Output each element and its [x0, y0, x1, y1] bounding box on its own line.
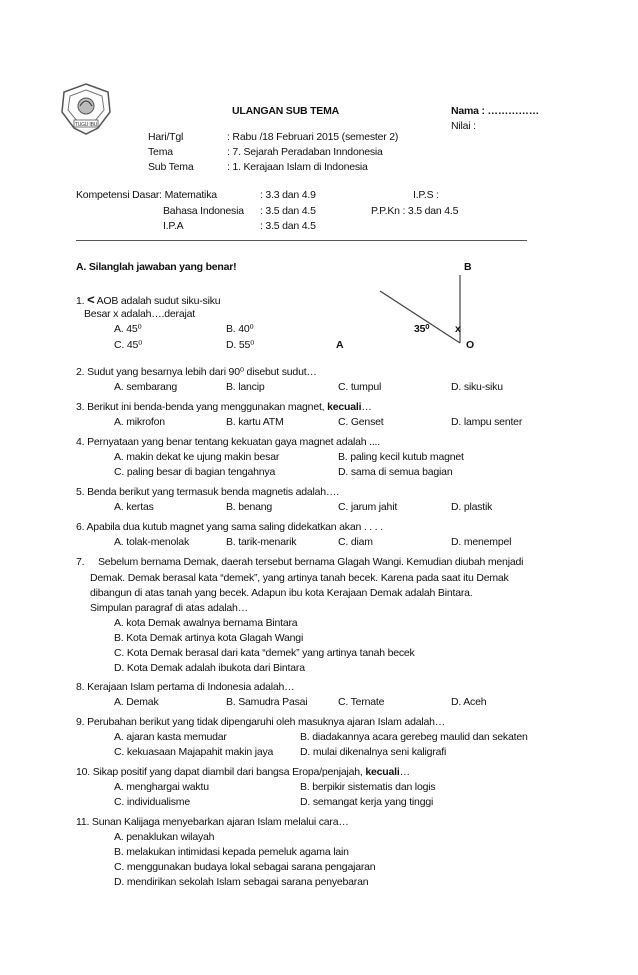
date-value: : Rabu /18 Februari 2015 (semester 2): [227, 131, 399, 143]
q1-option-c[interactable]: C. 45⁰: [114, 339, 143, 351]
subtheme-label: Sub Tema: [148, 161, 194, 173]
q8-option-a[interactable]: A. Demak: [114, 696, 159, 708]
q3-ellipsis: …: [361, 401, 372, 413]
q11-stem: 11. Sunan Kalijaga menyebarkan ajaran Islam melalui cara…: [76, 816, 349, 828]
exam-title: ULANGAN SUB TEMA: [232, 105, 340, 117]
q6-stem: 6. Apabila dua kutub magnet yang sama saling didekatkan akan . . . .: [76, 521, 383, 533]
q3-option-a[interactable]: A. mikrofon: [114, 416, 165, 428]
kd-ppkn: P.P.Kn : 3.5 dan 4.5: [371, 205, 459, 217]
q5-option-c[interactable]: C. jarum jahit: [338, 501, 398, 513]
angle-value-label: 35⁰: [414, 323, 430, 335]
q11-option-b[interactable]: B. melakukan intimidasi kepada pemeluk agama lain: [114, 846, 349, 858]
q9-stem: 9. Perubahan berikut yang tidak dipengaruhi oleh masuknya ajaran Islam adalah…: [76, 716, 446, 728]
theme-value: : 7. Sejarah Peradaban Inndonesia: [227, 146, 383, 158]
q10-option-d[interactable]: D. semangat kerja yang tinggi: [300, 796, 434, 808]
point-o-label: O: [466, 339, 474, 351]
svg-text:TUGU IBU: TUGU IBU: [74, 122, 98, 128]
q7-paragraph-line1: Sebelum bernama Demak, daerah tersebut bernama Glagah Wangi. Kemudian diubah menjadi: [98, 556, 524, 568]
divider: [76, 240, 527, 241]
section-title: A. Silanglah jawaban yang benar!: [76, 261, 237, 273]
q2-stem: 2. Sudut yang besarnya lebih dari 90⁰ disebut sudut…: [76, 366, 317, 378]
q9-option-b[interactable]: B. diadakannya acara gerebeg maulid dan sekaten: [300, 731, 528, 743]
kd-ipa-value: : 3.5 dan 4.5: [260, 220, 316, 232]
q8-stem: 8. Kerajaan Islam pertama di Indonesia adalah…: [76, 681, 295, 693]
q1-stem: [76, 292, 220, 307]
q5-option-b[interactable]: B. benang: [226, 501, 273, 513]
q5-option-a[interactable]: A. kertas: [114, 501, 154, 513]
q6-option-c[interactable]: C. diam: [338, 536, 373, 548]
q7-question: Simpulan paragraf di atas adalah…: [90, 602, 249, 614]
q6-option-d[interactable]: D. menempel: [451, 536, 512, 548]
q1-option-d[interactable]: D. 55⁰: [226, 339, 255, 351]
q1-text: AOB adalah sudut siku-siku: [96, 295, 221, 307]
angle-symbol-icon: <: [87, 292, 95, 307]
kd-ips: I.P.S :: [413, 189, 439, 201]
q2-option-d[interactable]: D. siku-siku: [451, 381, 503, 393]
q11-option-d[interactable]: D. mendirikan sekolah Islam sebagai sarana penyebaran: [114, 876, 369, 888]
q7-number: 7.: [76, 556, 85, 568]
q10-ellipsis: …: [399, 766, 410, 778]
q7-option-c[interactable]: C. Kota Demak berasal dari kata “demek” yang artinya tanah becek: [114, 647, 415, 659]
q7-option-d[interactable]: D. Kota Demak adalah ibukota dari Bintara: [114, 662, 305, 674]
q3-option-d[interactable]: D. lampu senter: [451, 416, 523, 428]
q10-stem: [76, 766, 410, 778]
subtheme-value: : 1. Kerajaan Islam di Indonesia: [227, 161, 368, 173]
angle-x-label: x: [455, 323, 461, 335]
kd-math-value: : 3.3 dan 4.9: [260, 189, 316, 201]
q7-option-a[interactable]: A. kota Demak awalnya bernama Bintara: [114, 617, 298, 629]
q7-paragraph-line2: Demak. Demak berasal kata “demek”, yang artinya tanah becek. Karena pada saat itu Demak: [90, 572, 509, 584]
q4-stem: 4. Pernyataan yang benar tentang kekuatan gaya magnet adalah ....: [76, 436, 380, 448]
q11-option-a[interactable]: A. penaklukan wilayah: [114, 831, 215, 843]
q1-option-b[interactable]: B. 40⁰: [226, 323, 254, 335]
q1-number: 1.: [76, 295, 85, 307]
point-b-label: B: [464, 261, 472, 273]
score-field-label: Nilai :: [451, 120, 476, 132]
q6-option-a[interactable]: A. tolak-menolak: [114, 536, 190, 548]
q4-option-b[interactable]: B. paling kecil kutub magnet: [338, 451, 464, 463]
q3-option-c[interactable]: C. Genset: [338, 416, 384, 428]
point-a-label: A: [336, 339, 344, 351]
q2-option-b[interactable]: B. lancip: [226, 381, 265, 393]
kd-ipa-label: I.P.A: [163, 220, 184, 232]
q6-option-b[interactable]: B. tarik-menarik: [226, 536, 297, 548]
q10-option-c[interactable]: C. individualisme: [114, 796, 190, 808]
q7-option-b[interactable]: B. Kota Demak artinya kota Glagah Wangi: [114, 632, 304, 644]
q9-option-c[interactable]: C. kekuasaan Majapahit makin jaya: [114, 746, 274, 758]
q10-option-b[interactable]: B. berpikir sistematis dan logis: [300, 781, 436, 793]
q8-option-c[interactable]: C. Ternate: [338, 696, 385, 708]
q5-option-d[interactable]: D. plastik: [451, 501, 493, 513]
q2-option-a[interactable]: A. sembarang: [114, 381, 177, 393]
q5-stem: 5. Benda berikut yang termasuk benda magnetis adalah….: [76, 486, 339, 498]
q4-option-d[interactable]: D. sama di semua bagian: [338, 466, 453, 478]
q9-option-a[interactable]: A. ajaran kasta memudar: [114, 731, 227, 743]
school-logo: [58, 82, 114, 136]
q4-option-a[interactable]: A. makin dekat ke ujung makin besar: [114, 451, 280, 463]
q3-exception-word: kecuali: [327, 401, 362, 413]
q1-option-a[interactable]: A. 45⁰: [114, 323, 142, 335]
q2-option-c[interactable]: C. tumpul: [338, 381, 382, 393]
q7-paragraph-line3: dibangun di atas tanah yang becek. Adapun ibu kota Kerajaan Demak adalah Bintara.: [90, 587, 473, 599]
q10-exception-word: kecuali: [365, 766, 400, 778]
q3-option-b[interactable]: B. kartu ATM: [226, 416, 284, 428]
q4-option-c[interactable]: C. paling besar di bagian tengahnya: [114, 466, 276, 478]
q11-option-c[interactable]: C. menggunakan budaya lokal sebagai sarana pengajaran: [114, 861, 376, 873]
kd-bi-value: : 3.5 dan 4.5: [260, 205, 316, 217]
theme-label: Tema: [148, 146, 173, 158]
q3-stem: [76, 401, 372, 413]
date-label: Hari/Tgl: [148, 131, 184, 143]
q1-line2: Besar x adalah….derajat: [84, 308, 195, 320]
q10-option-a[interactable]: A. menghargai waktu: [114, 781, 209, 793]
name-field-label: Nama : ……………: [451, 105, 540, 117]
q9-option-d[interactable]: D. mulai dikenalnya seni kaligrafi: [300, 746, 447, 758]
q10-text: 10. Sikap positif yang dapat diambil dari bangsa Eropa/penjajah,: [76, 766, 366, 778]
kd-label: Kompetensi Dasar: Matematika: [76, 189, 217, 201]
q8-option-b[interactable]: B. Samudra Pasai: [226, 696, 308, 708]
q3-text: 3. Berikut ini benda-benda yang menggunakan magnet,: [76, 401, 328, 413]
kd-bi-label: Bahasa Indonesia: [163, 205, 244, 217]
q8-option-d[interactable]: D. Aceh: [451, 696, 487, 708]
